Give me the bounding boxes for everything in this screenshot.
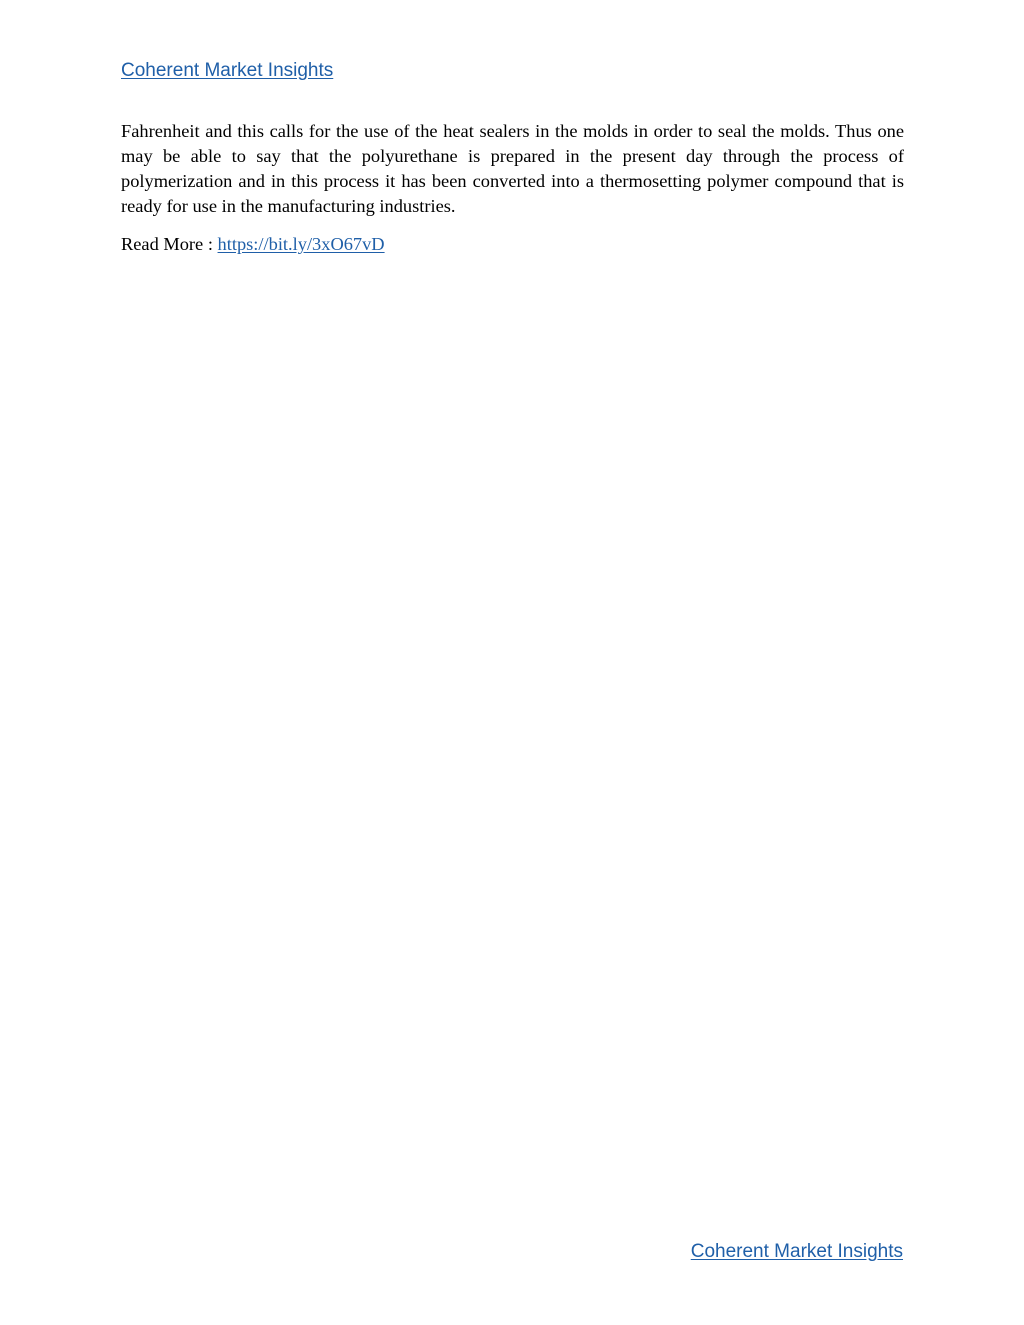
read-more-label: Read More : — [121, 234, 218, 254]
header-brand-link[interactable]: Coherent Market Insights — [121, 60, 334, 81]
footer-brand-link[interactable]: Coherent Market Insights — [690, 1241, 903, 1262]
read-more-link[interactable]: https://bit.ly/3xO67vD — [217, 234, 385, 254]
body-paragraph: Fahrenheit and this calls for the use of the heat sealers in the molds in order to seal the molds. Thus one may be able to say that the polyurethane is prepared in the present day through the process of polymerization and in this process it has been converted into a thermosetting polymer compound that is ready for use in the manufacturing industries. — [121, 121, 904, 216]
read-more-line — [121, 232, 385, 257]
